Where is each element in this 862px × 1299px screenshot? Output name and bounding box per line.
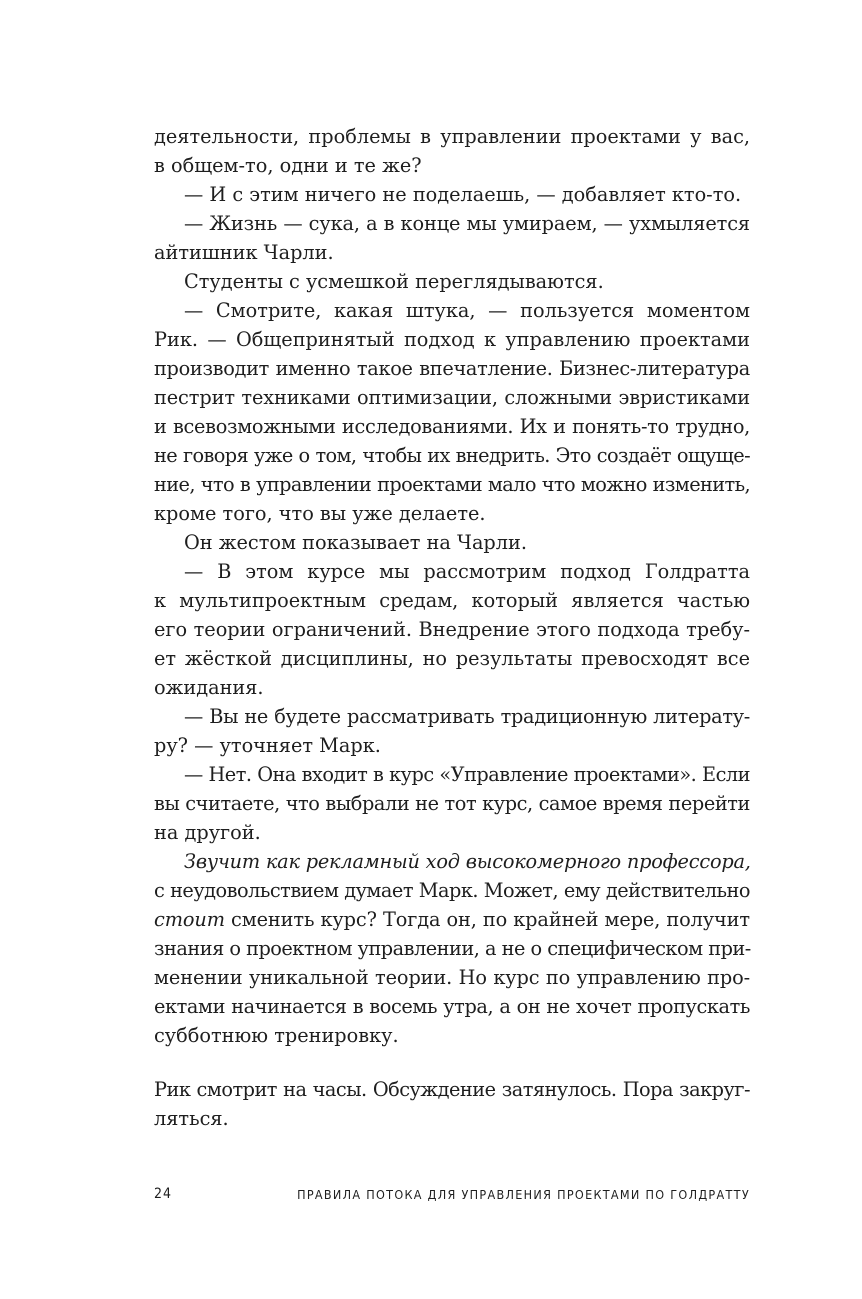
text-line: и всевозможными исследованиями. Их и понять-то трудно, bbox=[154, 415, 750, 438]
text-run: сменить курс? Тогда он, по крайней мере, получит bbox=[224, 908, 750, 931]
text-line: менении уникальной теории. Но курс по управлению про- bbox=[154, 966, 750, 989]
page-footer bbox=[154, 1186, 750, 1206]
paragraph bbox=[154, 760, 750, 847]
text-line: — Смотрите, какая штука, — пользуется моментом bbox=[184, 299, 750, 322]
text-line: Студенты с усмешкой переглядываются. bbox=[184, 270, 604, 293]
paragraph bbox=[154, 557, 750, 702]
text-line: к мультипроектным средам, который является частью bbox=[154, 589, 750, 612]
text-line: — И с этим ничего не поделаешь, — добавляет кто-то. bbox=[184, 183, 742, 206]
text-line: — В этом курсе мы рассмотрим подход Голдратта bbox=[184, 560, 750, 583]
paragraph bbox=[154, 847, 750, 1050]
text-line: в общем-то, одни и те же? bbox=[154, 154, 422, 177]
body-text bbox=[154, 122, 750, 1133]
text-line: ляться. bbox=[154, 1107, 229, 1130]
text-line: — Жизнь — сука, а в конце мы умираем, — ухмыляется bbox=[184, 212, 750, 235]
text-line: знания о проектном управлении, а не о специфическом при- bbox=[154, 937, 751, 960]
text-line: на другой. bbox=[154, 821, 261, 844]
text-line: ние, что в управлении проектами мало что можно изменить, bbox=[154, 473, 750, 496]
paragraph bbox=[154, 296, 750, 528]
text-line: пестрит техниками оптимизации, сложными эвристиками bbox=[154, 386, 750, 409]
paragraph bbox=[154, 528, 750, 557]
text-line: его теории ограничений. Внедрение этого подхода требу- bbox=[154, 618, 750, 641]
paragraph bbox=[154, 702, 750, 760]
paragraph bbox=[154, 209, 750, 267]
text-line: субботнюю тренировку. bbox=[154, 1024, 399, 1047]
text-line: вы считаете, что выбрали не тот курс, самое время перейти bbox=[154, 792, 750, 815]
paragraph bbox=[154, 122, 750, 180]
text-line: деятельности, проблемы в управлении проектами у вас, bbox=[154, 125, 750, 148]
text-line: кроме того, что вы уже делаете. bbox=[154, 502, 486, 525]
text-line: — Вы не будете рассматривать традиционную литерату- bbox=[184, 705, 750, 728]
text-line-mixed bbox=[154, 905, 750, 934]
italic-text-line: Звучит как рекламный ход высокомерного профессора, bbox=[184, 850, 751, 873]
paragraph bbox=[154, 267, 750, 296]
text-line: ектами начинается в восемь утра, а он не хочет пропускать bbox=[154, 995, 750, 1018]
text-line: Он жестом показывает на Чарли. bbox=[184, 531, 528, 554]
paragraph bbox=[154, 180, 750, 209]
text-line: Рик. — Общепринятый подход к управлению проектами bbox=[154, 328, 750, 351]
section-break bbox=[154, 1050, 750, 1075]
running-title: ПРАВИЛА ПОТОКА ДЛЯ УПРАВЛЕНИЯ ПРОЕКТАМИ ПО ГОЛДРАТТУ bbox=[297, 1187, 750, 1202]
text-line: с неудовольствием думает Марк. Может, ему действительно bbox=[154, 879, 750, 902]
text-line: ру? — уточняет Марк. bbox=[154, 734, 381, 757]
paragraph bbox=[154, 1075, 750, 1133]
text-line: ет жёсткой дисциплины, но результаты превосходят все bbox=[154, 647, 750, 670]
text-line: Рик смотрит на часы. Обсуждение затянулось. Пора закруг- bbox=[154, 1078, 750, 1101]
page-number: 24 bbox=[154, 1186, 173, 1202]
text-line: — Нет. Она входит в курс «Управление проектами». Если bbox=[184, 763, 750, 786]
italic-word: стоит bbox=[154, 908, 225, 931]
text-line: не говоря уже о том, чтобы их внедрить. Это создаёт ощуще- bbox=[154, 444, 750, 467]
text-line: производит именно такое впечатление. Бизнес-литература bbox=[154, 357, 750, 380]
text-line: айтишник Чарли. bbox=[154, 241, 334, 264]
text-line: ожидания. bbox=[154, 676, 264, 699]
